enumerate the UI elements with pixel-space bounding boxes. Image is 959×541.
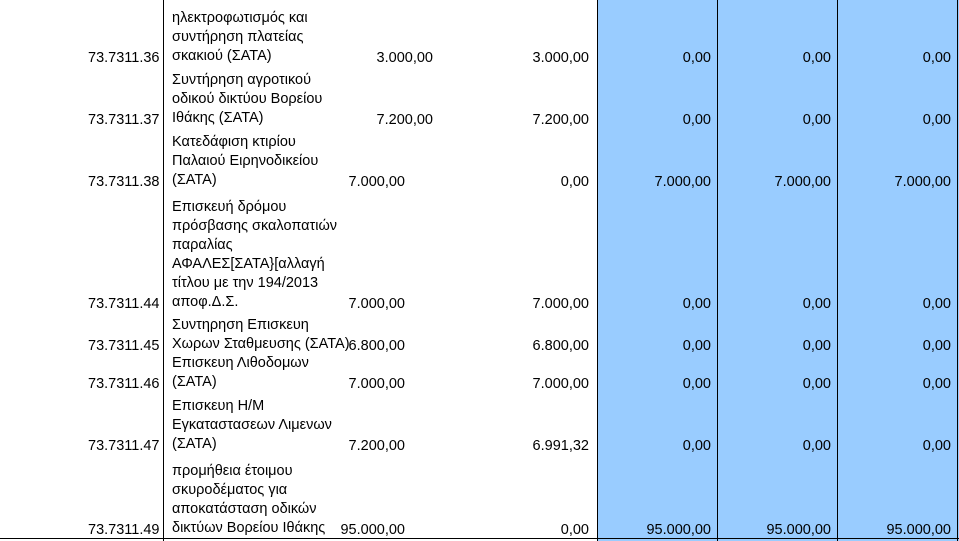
value-col-3: 0,00 (682, 338, 711, 354)
account-code: 73.7311.36 (88, 50, 160, 66)
table-row (0, 312, 959, 354)
table-row (0, 66, 959, 128)
description-line: τίτλου με την 194/2013 (172, 275, 319, 291)
account-code: 73.7311.47 (88, 438, 160, 454)
description-line: ηλεκτροφωτισμός και (172, 10, 308, 26)
table-row (0, 0, 959, 66)
row-description (172, 316, 372, 354)
value-col-2: 7.000,00 (532, 376, 589, 392)
row-description (172, 9, 372, 66)
description-line: δικτύων Βορείου Ιθάκης (172, 520, 326, 536)
value-col-2: 0,00 (560, 522, 589, 538)
description-line: Ιθάκης (ΣΑΤΑ) (172, 110, 264, 126)
description-line: αποκατάσταση οδικών (172, 501, 317, 517)
description-line: (ΣΑΤΑ) (172, 374, 217, 390)
value-col-5: 0,00 (922, 338, 951, 354)
value-col-4: 0,00 (802, 50, 831, 66)
description-line: παραλίας (172, 237, 233, 253)
value-col-1: 7.000,00 (348, 174, 405, 190)
value-col-5: 0,00 (922, 50, 951, 66)
value-col-4: 7.000,00 (774, 174, 831, 190)
grid-line (0, 538, 959, 539)
description-line: Κατεδάφιση κτιρίου (172, 134, 296, 150)
value-col-2: 3.000,00 (532, 50, 589, 66)
table-row (0, 354, 959, 392)
value-col-1: 6.800,00 (348, 338, 405, 354)
description-line: Επισκευη Λιθοδομων (172, 355, 309, 371)
table-row (0, 454, 959, 538)
value-col-4: 95.000,00 (766, 522, 831, 538)
description-line: Συντηρηση Επισκευη (172, 317, 309, 333)
account-code: 73.7311.37 (88, 112, 160, 128)
table-row (0, 392, 959, 454)
description-line: οδικού δικτύου Βορείου (172, 91, 323, 107)
table-row (0, 128, 959, 190)
description-line: προμήθεια έτοιμου (172, 463, 293, 479)
account-code: 73.7311.45 (88, 338, 160, 354)
description-line: πρόσβασης σκαλοπατιών (172, 218, 338, 234)
row-description (172, 133, 372, 190)
description-line: Χωρων Σταθμευσης (ΣΑΤΑ) (172, 336, 350, 352)
value-col-2: 6.800,00 (532, 338, 589, 354)
account-code: 73.7311.49 (88, 522, 160, 538)
row-description (172, 71, 372, 128)
row-description (172, 354, 372, 392)
value-col-2: 7.000,00 (532, 296, 589, 312)
value-col-1: 7.200,00 (348, 438, 405, 454)
account-code: 73.7311.46 (88, 376, 160, 392)
value-col-3: 0,00 (682, 376, 711, 392)
row-description (172, 198, 372, 312)
value-col-4: 0,00 (802, 296, 831, 312)
value-col-1: 7.000,00 (348, 296, 405, 312)
value-col-5: 0,00 (922, 376, 951, 392)
value-col-4: 0,00 (802, 112, 831, 128)
value-col-5: 95.000,00 (886, 522, 951, 538)
value-col-2: 0,00 (560, 174, 589, 190)
value-col-2: 7.200,00 (532, 112, 589, 128)
description-line: Επισκευή δρόμου (172, 199, 287, 215)
value-col-2: 6.991,32 (532, 438, 589, 454)
description-line: συντήρηση πλατείας (172, 29, 304, 45)
description-line: σκακιού (ΣΑΤΑ) (172, 48, 272, 64)
value-col-1: 7.200,00 (376, 112, 433, 128)
value-col-5: 0,00 (922, 112, 951, 128)
row-description (172, 397, 372, 454)
description-line: Εγκαταστασεων Λιμενων (172, 417, 332, 433)
table-row (0, 190, 959, 312)
description-line: (ΣΑΤΑ) (172, 436, 217, 452)
value-col-1: 95.000,00 (340, 522, 405, 538)
value-col-3: 0,00 (682, 50, 711, 66)
description-line: αποφ.Δ.Σ. (172, 294, 239, 310)
value-col-4: 0,00 (802, 338, 831, 354)
value-col-3: 7.000,00 (654, 174, 711, 190)
value-col-5: 0,00 (922, 296, 951, 312)
description-line: Επισκευη Η/Μ (172, 398, 265, 414)
value-col-4: 0,00 (802, 376, 831, 392)
value-col-3: 0,00 (682, 438, 711, 454)
value-col-1: 7.000,00 (348, 376, 405, 392)
value-col-5: 0,00 (922, 438, 951, 454)
description-line: ΑΦΑΛΕΣ[ΣΑΤΑ}[αλλαγή (172, 256, 325, 272)
description-line: σκυροδέματος για (172, 482, 288, 498)
account-code: 73.7311.38 (88, 174, 160, 190)
description-line: Παλαιού Ειρηνοδικείου (172, 153, 319, 169)
value-col-1: 3.000,00 (376, 50, 433, 66)
value-col-3: 0,00 (682, 112, 711, 128)
value-col-5: 7.000,00 (894, 174, 951, 190)
value-col-4: 0,00 (802, 438, 831, 454)
description-line: (ΣΑΤΑ) (172, 172, 217, 188)
value-col-3: 0,00 (682, 296, 711, 312)
value-col-3: 95.000,00 (646, 522, 711, 538)
account-code: 73.7311.44 (88, 296, 160, 312)
description-line: Συντήρηση αγροτικού (172, 72, 312, 88)
